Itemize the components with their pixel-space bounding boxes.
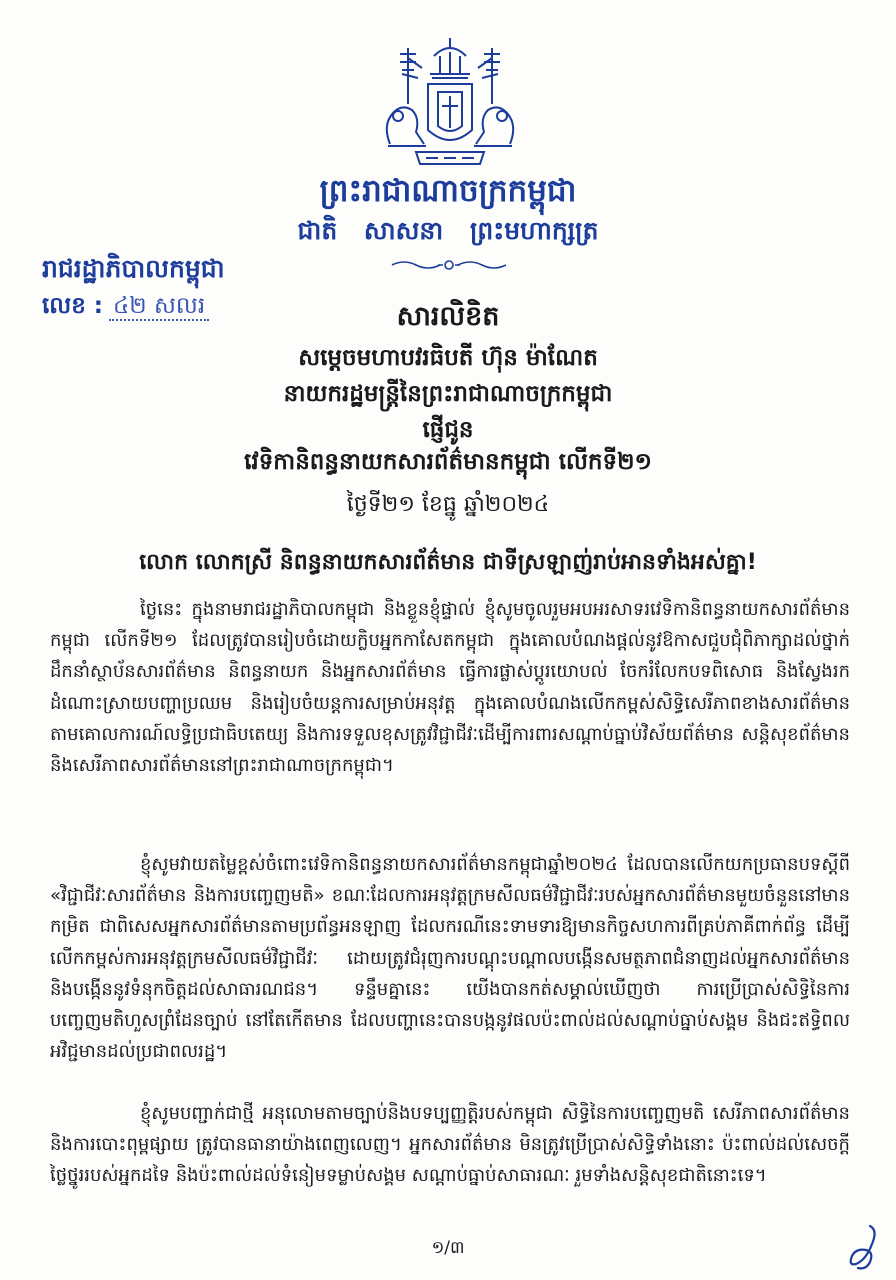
national-motto: ជាតិ សាសនា ព្រះមហាក្សត្រ bbox=[297, 216, 599, 245]
document-date: ថ្ងៃទី២១ ខែធ្នូ ឆ្នាំ២០២៤ bbox=[346, 492, 550, 517]
body-paragraph-2: ខ្ញុំសូមវាយតម្លៃខ្ពស់ចំពោះវេទិកានិពន្ធនាយកសារព័ត៌មានកម្ពុជាឆ្នាំ២០២៤ ដែលបានលើកយកប្រធានបទស្ដីពី «វិជ្ជាជីវៈសារព័ត៌មាន និងការបញ្ចេញមតិ» ខណៈដែលការអនុវត្តក្រមសីលធម៌វិជ្ជាជីវៈរបស់អ្នកសារព័ត៌មានមួយចំនួននៅមានកម្រិត ជាពិសេសអ្នកសារព័ត៌មានតាមប្រព័ន្ធអនឡាញ ដែលករណីនេះទាមទារឱ្យមានកិច្ចសហការពីគ្រប់ភាគីពាក់ព័ន្ធ ដើម្បីលើកកម្ពស់ការអនុវត្តក្រមសីលធម៌វិជ្ជាជីវៈ ដោយត្រូវជំរុញការបណ្ដុះបណ្ដាលបង្កើនសមត្ថភាពជំនាញដល់អ្នកសារព័ត៌មាន និងបង្កើននូវទំនុកចិត្តដល់សាធារណជន។ ទន្ទឹមគ្នានេះ យើងបានកត់សម្គាល់ឃើញថា ការប្រើប្រាស់សិទ្ធិនៃការបញ្ចេញមតិហួសព្រំដែនច្បាប់ នៅតែកើតមាន ដែលបញ្ហានេះបានបង្កនូវផលប៉ះពាល់ដល់សណ្ដាប់ធ្នាប់សង្គម និងជះឥទ្ធិពលអវិជ្ជមានដល់ប្រជាពលរដ្ឋ។ bbox=[50, 854, 850, 1063]
document-title: សារលិខិត bbox=[396, 301, 500, 332]
handwritten-initial-icon bbox=[844, 1220, 884, 1272]
body-paragraph-3: ខ្ញុំសូមបញ្ជាក់ជាថ្មី អនុលោមតាមច្បាប់និងបទប្បញ្ញត្តិរបស់កម្ពុជា សិទ្ធិនៃការបញ្ចេញមតិ សេរីភាពសារព័ត៌មាននិងការបោះពុម្ពផ្សាយ ត្រូវបានធានាយ៉ាងពេញលេញ។ អ្នកសារព័ត៌មាន មិនត្រូវប្រើប្រាស់សិទ្ធិទាំងនោះ ប៉ះពាល់ដល់សេចក្ដីថ្លៃថ្នូររបស់អ្នកដទៃ និងប៉ះពាល់ដល់ទំនៀមទម្លាប់សង្គម សណ្ដាប់ធ្នាប់សាធារណៈ រួមទាំងសន្តិសុខជាតិនោះទេ។ bbox=[50, 1103, 850, 1187]
reference-label: លេខ : bbox=[42, 293, 104, 319]
divider-ornament-icon bbox=[388, 257, 510, 273]
body-paragraph-1: ថ្ងៃនេះ ក្នុងនាមរាជរដ្ឋាភិបាលកម្ពុជា និងខ្លួនខ្ញុំផ្ទាល់ ខ្ញុំសូមចូលរួមអបអរសាទរវេទិកានិពន្ធនាយកសារព័ត៌មានកម្ពុជា លើកទី២១ ដែលត្រូវបានរៀបចំដោយក្លិបអ្នកកាសែតកម្ពុជា ក្នុងគោលបំណងផ្ដល់នូវឱកាសជួបជុំពិភាក្សាដល់ថ្នាក់ដឹកនាំស្ថាប័នសារព័ត៌មាន និពន្ធនាយក និងអ្នកសារព័ត៌មាន ធ្វើការផ្លាស់ប្ដូរយោបល់ ចែករំលែកបទពិសោធ និងស្វែងរកដំណោះស្រាយបញ្ហាប្រឈម និងរៀបចំយន្តការសម្រាប់អនុវត្ត ក្នុងគោលបំណងលើកកម្ពស់សិទ្ធិសេរីភាពខាងសារព័ត៌មាន តាមគោលការណ៍លទ្ធិប្រជាធិបតេយ្យ និងការទទួលខុសត្រូវវិជ្ជាជីវៈដើម្បីការពារសណ្ដាប់ធ្នាប់វិស័យព័ត៌មាន សន្តិសុខព័ត៌មាន និងសេរីភាពសារព័ត៌មាននៅព្រះរាជាណាចក្រកម្ពុជា។ bbox=[50, 599, 850, 777]
salutation: លោក លោកស្រី និពន្ធនាយកសារព័ត៌មាន ជាទីស្រឡាញ់រាប់អានទាំងអស់គ្នា! bbox=[139, 550, 757, 575]
recipient: វេទិកានិពន្ធនាយកសារព័ត៌មានកម្ពុជា លើកទី២១ bbox=[244, 449, 652, 475]
reference-number: ៤២ សលរ bbox=[109, 293, 209, 321]
kingdom-title: ព្រះរាជាណាចក្រកម្ពុជា bbox=[319, 173, 577, 209]
page-number: ១/៣ bbox=[431, 1238, 465, 1258]
sender-government: រាជរដ្ឋាភិបាលកម្ពុជា bbox=[42, 254, 225, 283]
document-author: សម្ដេចមហាបវរធិបតី ហ៊ុន ម៉ាណែត bbox=[298, 345, 598, 371]
author-role: នាយករដ្ឋមន្ត្រីនៃព្រះរាជាណាចក្រកម្ពុជា bbox=[283, 381, 613, 407]
sent-to-label: ផ្ញើជូន bbox=[422, 417, 474, 443]
royal-arms-icon bbox=[368, 34, 532, 174]
